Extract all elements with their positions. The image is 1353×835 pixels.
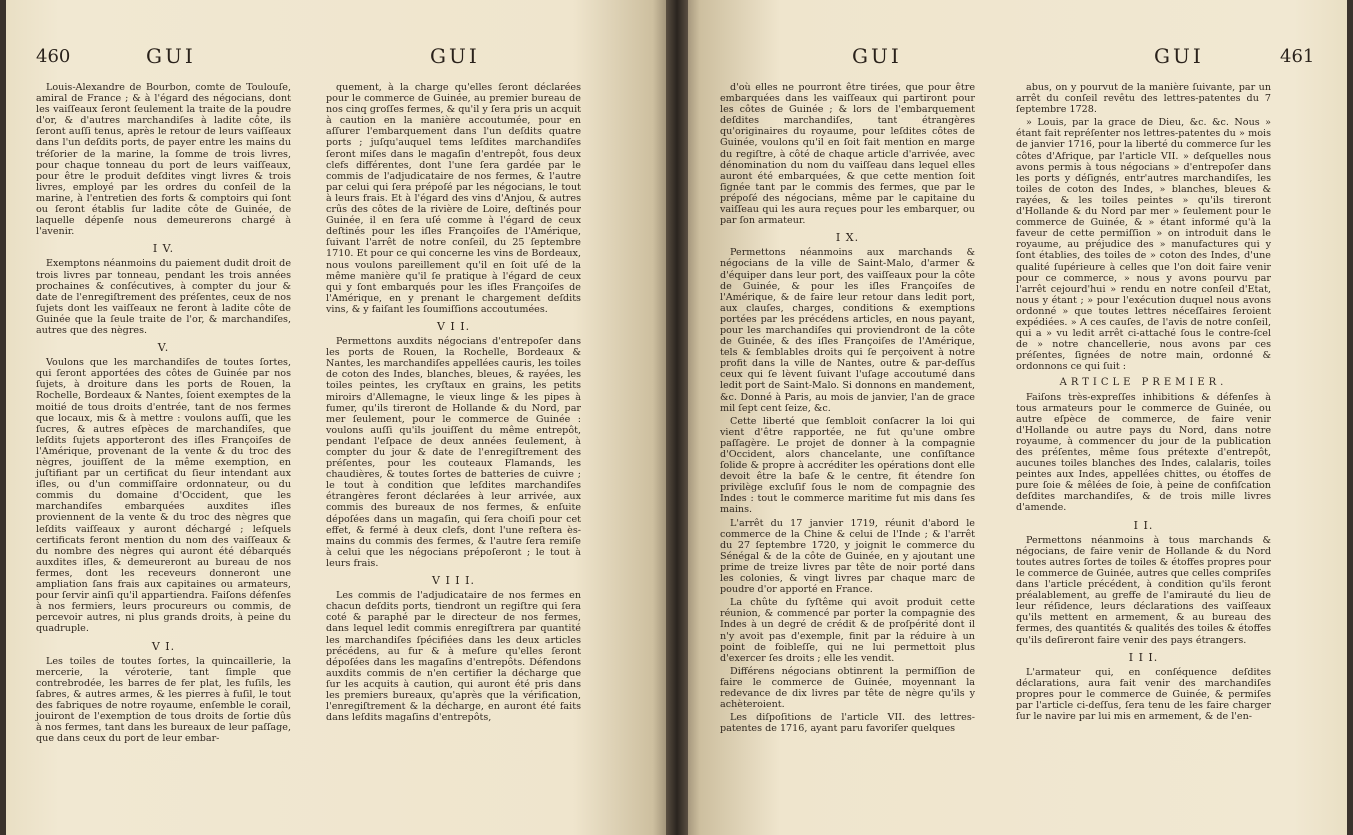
section-heading: V I. xyxy=(151,639,176,653)
section-heading: I V. xyxy=(152,242,175,256)
left-page xyxy=(6,0,673,835)
section-heading: I I. xyxy=(1133,518,1154,532)
paragraph: Cette liberté que ſembloit conſacrer la loi qui vient d'être rapportée, ne fut qu'une ombre paſſagère. Le projet de donner à la compagnie d'Occident, alors chancelante, une conſiſtance ſolide & propre à accréditer les opérations dont elle devoit être la baſe & le centre, fit étendre ſon privilège excluſif ſous le nom de compagnie des Indes : tout le commerce maritime fut mis dans ſes mains. xyxy=(720,415,975,516)
running-head: GUI xyxy=(146,44,196,68)
running-head: GUI xyxy=(852,44,902,68)
paragraph: Différens négocians obtinrent la permiſſion de faire le commerce de Guinée, moyennant la redevance de dix livres par tête de nègre qu'ils y achèteroient. xyxy=(720,665,975,711)
paragraph: Les diſpoſitions de l'article VII. des lettres-patentes de 1716, ayant paru favoriſer quelques xyxy=(720,712,975,735)
paragraph: Permettons néanmoins à tous marchands & négocians, de faire venir de Hollande & du Nord toutes autres ſortes de toiles & étoffes propres pour le commerce de Guinée, autres que celles compriſes dans l'article précédent, à condition qu'ils feront préalablement, au greffe de l'amirauté du lieu de leur réſidence, leurs déclarations des vaiſſeaux qu'ils mettent en armement, & au bureau des fermes, des quantités & qualités des toiles & étoffes qu'ils deſireront faire venir des pays étrangers. xyxy=(1016,534,1271,646)
section-heading: I X. xyxy=(835,231,860,245)
paragraph: abus, on y pourvut de la manière ſuivante, par un arrêt du conſeil revêtu des lettres-patentes du 7 ſeptembre 1728. xyxy=(1016,82,1271,116)
paragraph: Permettons auxdits négocians d'entrepoſer dans les ports de Rouen, la Rochelle, Bordeaux & Nantes, les marchandiſes appellées cauris, les toiles de coton des Indes, blanches, bleues, & rayées, les toiles peintes, les cryſtaux en grains, les petits miroirs d'Allemagne, le vieux linge & les pipes à fumer, qu'ils tireront de Hollande & du Nord, par mer ſeulement, pour le commerce de Guinée : voulons auſſi qu'ils jouiſſent du même entrepôt, pendant l'eſpace de deux années ſeulement, à compter du jour & date de l'enregiſtrement des préſentes, pour les couteaux Flamands, les chaudières, & toutes ſortes de batteries de cuivre ; le tout à condition que leſdites marchandiſes étrangères feront déclarées à leur arrivée, aux commis des bureaux de nos fermes, & enſuite dépoſées dans un magaſin, qui ſera choiſi pour cet effet, & fermé à deux clefs, dont l'une reſtera ès-mains du commis des fermes, & l'autre ſera remiſe à celui que les négocians prépoſeront ; le tout à leurs frais. xyxy=(326,336,582,569)
text-column xyxy=(720,82,975,736)
section-heading: V I I I. xyxy=(432,574,475,588)
paragraph: Les toiles de toutes ſortes, la quincaillerie, la mercerie, la véroterie, tant ſimple que contrebrodée, les barres de fer plat, les fuſils, les ſabres, & autres armes, & les pierres à fuſil, le tout des fabriques de notre royaume, enſemble le corail, jouiront de l'exemption de tous droits de ſortie dûs à nos fermes, tant dans les bureaux de leur paſſage, que dans ceux du port de leur embar- xyxy=(36,655,291,745)
text-column xyxy=(326,82,581,725)
text-column xyxy=(1016,82,1271,724)
section-heading: V I I. xyxy=(436,319,471,333)
text-column xyxy=(36,82,291,746)
paragraph: Les commis de l'adjudicataire de nos fermes en chacun deſdits ports, tiendront un regiſtre qui ſera coté & paraphé par le directeur de nos fermes, dans lequel ledit commis enregiſtrera par quantité les marchandiſes ſpécifiées dans les deux articles précédens, au fur & à meſure qu'elles ſeront dépoſées dans les magaſins d'entrepôts. Défendons auxdits commis de n'en certifier la décharge que ſur les acquits à caution, qui auront été pris dans les premiers bureaux, qu'après que la vérification, l'enregiſtrement & la décharge, en auront été faits dans leſdits magaſins d'entrepôts, xyxy=(326,590,581,724)
paragraph: quement, à la charge qu'elles ſeront déclarées pour le commerce de Guinée, au premier bureau de nos cinq groſſes fermes, & qu'il y ſera pris un acquit à caution en la manière accoutumée, pour en aſſurer l'embarquement dans l'un deſdits quatre ports ; juſqu'auquel tems leſdites marchandiſes ſeront miſes dans le magaſin d'entrepôt, fous deux clefs différentes, dont l'une ſera gardée par le commis de l'adjudicataire de nos fermes, & l'autre par celui qui ſera prépoſé par les négocians, le tout à leurs frais. Et à l'égard des vins d'Anjou, & autres crûs des côtes de la rivière de Loire, deſtinés pour Guinée, il en ſera uſé comme à l'égard de ceux deſtinés pour les iſles Françoiſes de l'Amérique, ſuivant l'arrêt de notre conſeil, du 25 ſeptembre 1710. Et pour ce qui concerne les vins de Bordeaux, nous voulons pareillement qu'il en ſoit uſé de la même manière qu'il ſe pratique à l'égard de ceux qui y ſont embarqués pour les iſles Françoiſes de l'Amérique, en y prenant le chargement deſdits vins, & y faiſant les ſoumiſſions accoutumées. xyxy=(326,82,581,315)
page-number: 460 xyxy=(36,46,71,67)
paragraph: L'armateur qui, en conſéquence deſdites déclarations, aura fait venir des marchandiſes propres pour le commerce de Guinée, & permiſes par l'article ci-deſſus, ſera tenu de les faire charger ſur le navire par lui mis en armement, & de l'en- xyxy=(1016,666,1271,723)
paragraph: Exemptons néanmoins du paiement dudit droit de trois livres par tonneau, pendant les trois années prochaines & conſécutives, à compter du jour & date de l'enregiſtrement des préſentes, ceux de nos ſujets dont les vaiſſeaux ne feront à ladite côte de Guinée que la ſeule traite de l'or, & marchandiſes, autres que des nègres. xyxy=(36,258,291,336)
paragraph: Permettons néanmoins aux marchands & négocians de la ville de Saint-Malo, d'armer & d'équiper dans leur port, des vaiſſeaux pour la côte de Guinée, & pour les iſles Françoiſes de l'Amérique, & de faire leur retour dans ledit port, aux clauſes, charges, conditions & exemptions portées par les précédens articles, en nous payant, pour les marchandiſes qui proviendront de la côte de Guinée, & des iſles Françoiſes de l'Amérique, tels & ſemblables droits qui ſe perçoivent à notre profit dans la ville de Nantes, outre & par-deſſus ceux qui ſe lèvent ſuivant l'uſage accoutumé dans ledit port de Saint-Malo. Si donnons en mandement, &c. Donné à Paris, au mois de janvier, l'an de grace mil ſept cent ſeize, &c. xyxy=(720,247,975,414)
page-number: 461 xyxy=(1280,46,1315,67)
right-page xyxy=(680,0,1347,835)
section-heading: V. xyxy=(157,341,170,355)
article-heading: ARTICLE PREMIER. xyxy=(1059,377,1228,389)
paragraph: Faiſons très-expreſſes inhibitions & défenſes à tous armateurs pour le commerce de Guinée, ou autre eſpèce de commerce, de faire venir d'Hollande ou autre pays du Nord, dans notre royaume, à commencer du jour de la publication des préſentes, même ſous prétexte d'entrepôt, aucunes toiles blanches des Indes, calalaris, toiles peintes aux Indes, appellées chittes, ou étoffes de pure ſoie & mêlées de ſoie, à peine de confiſcation deſdites marchandiſes, & de trois mille livres d'amende. xyxy=(1016,391,1271,514)
running-head: GUI xyxy=(430,44,480,68)
paragraph: Voulons que les marchandiſes de toutes ſortes, qui ſeront apportées des côtes de Guinée par nos ſujets, à droiture dans les ports de Rouen, la Rochelle, Bordeaux & Nantes, ſoient exemptes de la moitié de tous droits d'entrée, tant de nos fermes que locaux, mis & à mettre : voulons auſſi, que les ſucres, & autres eſpèces de marchandiſes, que leſdits ſujets apporteront des iſles Françoiſes de l'Amérique, provenant de la vente & du troc des nègres, jouiſſent de la même exemption, en juſtifiant par un certificat du ſieur intendant aux iſles, ou d'un commiſſaire ordonnateur, ou du commis du domaine d'Occident, que les marchandiſes embarquées auxdites iſles proviennent de la vente & du troc des nègres que leſdits vaiſſeaux y auront déchargé ; leſquels certificats feront mention du nom des vaiſſeaux & du nombre des nègres qui auront été débarqués auxdites iſles, & demeureront au bureau de nos fermes, dont les receveurs donneront une ampliation ſans frais aux capitaines ou armateurs, pour ſervir ainſi qu'il appartiendra. Faiſons défenſes à nos fermiers, leurs procureurs ou commis, de percevoir autres, ni plus grands droits, à peine du quadruple. xyxy=(36,357,291,635)
running-head: GUI xyxy=(1154,44,1204,68)
paragraph: La chûte du ſyſtême qui avoit produit cette réunion, & commencé par porter la compagnie des Indes à un degré de crédit & de proſpérité dont il n'y avoit pas d'exemple, finit par la réduire à un point de foibleſſe, qui ne lui permettoit plus d'exercer ſes droits ; elle les vendit. xyxy=(720,597,975,664)
book-gutter xyxy=(666,0,688,835)
paragraph: d'où elles ne pourront être tirées, que pour être embarquées dans les vaiſſeaux qui partiront pour les côtes de Guinée ; & lors de l'embarquement deſdites marchandiſes, tant étrangères qu'originaires du royaume, pour leſdites côtes de Guinée, voulons qu'il en ſoit fait mention en marge du regiſtre, à côté de chaque article d'arrivée, avec dénomination du nom du vaiſſeau dans lequel elles auront été embarquées, & que cette mention ſoit ſignée tant par le commis des fermes, que par le prépoſé des négocians, même par le capitaine du vaiſſeau qui les aura reçues pour les embarquer, ou par ſon armateur. xyxy=(720,82,975,227)
paragraph: » Louis, par la grace de Dieu, &c. &c. Nous » étant fait repréſenter nos lettres-patentes du » mois de janvier 1716, pour la liberté du commerce ſur les côtes d'Afrique, par l'article VII. » deſquelles nous avons permis à tous négocians » d'entrepoſer dans les ports y déſignés, entr'autres marchandiſes, les toiles de coton des Indes, » blanches, bleues & rayées, & les toiles peintes » qu'ils tireront d'Hollande & du Nord par mer » ſeulement pour le commerce de Guinée, & » étant informé qu'à la faveur de cette permiſſion » on introduit dans le royaume, au préjudice des » manufactures qui y ſont établies, des toiles de » coton des Indes, d'une qualité ſupérieure à celles que l'on doit faire venir pour ce commerce, » nous y avons pourvu par l'arrêt cejourd'hui » rendu en notre conſeil d'Etat, nous y étant ; » pour l'exécution duquel nous avons ordonné » que toutes lettres néceſſaires ſeroient expédiées. » A ces cauſes, de l'avis de notre conſeil, qui a » vu ledit arrêt ci-attaché ſous le contre-ſcel de » notre chancellerie, nous avons par ces préſentes, ſignées de notre main, ordonné & ordonnons ce qui ſuit : xyxy=(1016,117,1271,373)
section-heading: I I I. xyxy=(1128,650,1159,664)
paragraph: Louis-Alexandre de Bourbon, comte de Toulouſe, amiral de France ; & à l'égard des négocians, dont les vaiſſeaux ſeront ſeulement la traite de la poudre d'or, & d'autres marchandiſes à ladite côte, ils ſeront auſſi tenus, après le retour de leurs vaiſſeaux dans l'un deſdits ports, de payer entre les mains du tréſorier de la marine, la ſomme de trois livres, pour chaque tonneau du port de leurs vaiſſeaux, pour être le produit deſdites vingt livres & trois livres, employé par les ordres du conſeil de la marine, à l'entretien des forts & comptoirs qui ſont ou ſeront établis ſur ladite côte de Guinée, de laquelle dépenſe nous demeurerons chargé à l'avenir. xyxy=(36,82,291,238)
paragraph: L'arrêt du 17 janvier 1719, réunit d'abord le commerce de la Chine & celui de l'Inde ; & l'arrêt du 27 ſeptembre 1720, y joignit le commerce du Sénégal & de la côte de Guinée, en y ajoutant une prime de treize livres par tête de noir porté dans les colonies, & vingt livres par chaque marc de poudre d'or apporté en France. xyxy=(720,517,975,596)
